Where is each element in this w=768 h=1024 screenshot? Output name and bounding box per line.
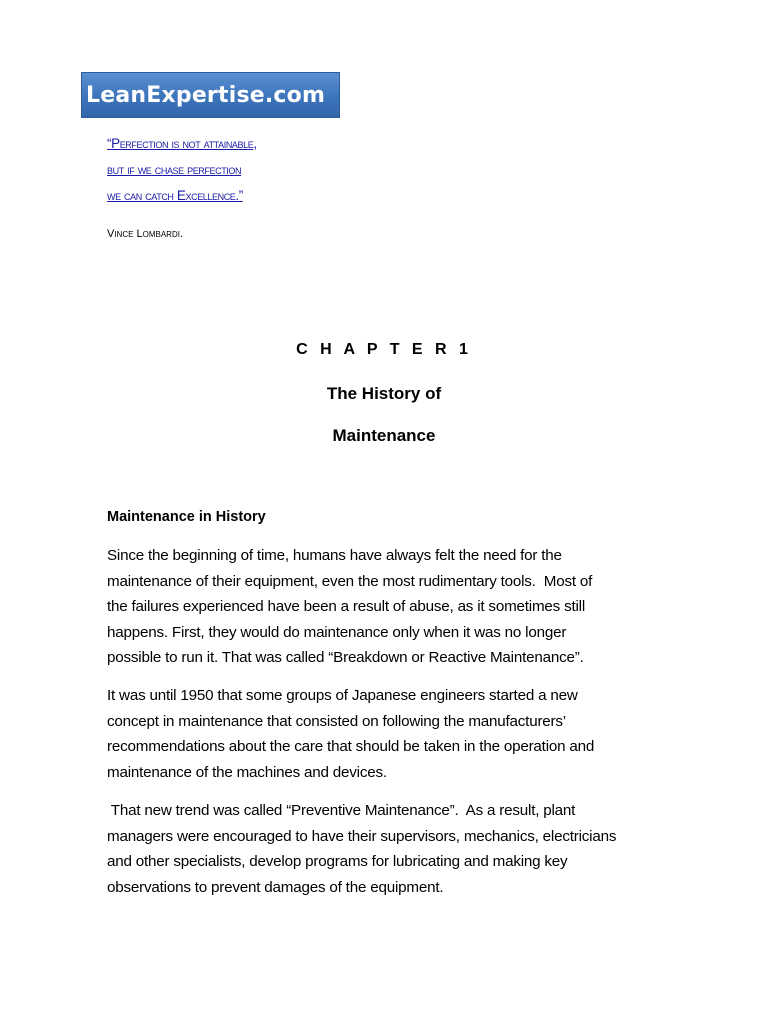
site-logo[interactable]: [81, 72, 340, 118]
paragraph-line: recommendations about the care that should be taken in the operation and: [107, 738, 595, 755]
paragraph-line: and other specialists, develop programs for lubricating and making key: [107, 853, 568, 870]
paragraph: [107, 683, 594, 785]
quote-line: we can catch Excellence.”: [107, 188, 243, 203]
paragraph-line: the failures experienced have been a result of abuse, as it sometimes still: [107, 598, 586, 615]
quote-line: “Perfection is not attainable,: [107, 136, 257, 151]
chapter-title-line: The History of: [326, 384, 442, 403]
quote-author: Vince Lombardi.: [107, 228, 184, 240]
paragraph-line: observations to prevent damages of the equipment.: [107, 878, 444, 896]
paragraph-line: managers were encouraged to have their supervisors, mechanics, electricians: [107, 827, 617, 845]
paragraph-line: possible to run it. That was called “Breakdown or Reactive Maintenance”.: [107, 649, 584, 666]
chapter-title-line: Maintenance: [332, 426, 436, 445]
paragraph-line: maintenance of the machines and devices.: [107, 763, 387, 781]
site-logo-text: LeanExpertise.com: [86, 82, 326, 108]
paragraph-line: It was until 1950 that some groups of Japanese engineers started a new: [107, 687, 578, 704]
paragraph-line: maintenance of their equipment, even the most rudimentary tools. Most of: [107, 572, 593, 590]
paragraph-line: Since the beginning of time, humans have always felt the need for the: [107, 547, 562, 564]
paragraph: [107, 798, 616, 900]
paragraph: [107, 543, 592, 671]
paragraph-line: That new trend was called “Preventive Maintenance”. As a result, plant: [107, 802, 576, 819]
paragraph-line: happens. First, they would do maintenance only when it was no longer: [107, 623, 567, 641]
quote-link[interactable]: [107, 131, 257, 209]
paragraph-line: concept in maintenance that consisted on following the manufacturers’: [107, 712, 566, 730]
quote-line: but if we chase perfection: [107, 162, 242, 177]
section-heading: Maintenance in History: [107, 509, 266, 525]
chapter-label: C H A P T E R 1: [296, 341, 472, 358]
